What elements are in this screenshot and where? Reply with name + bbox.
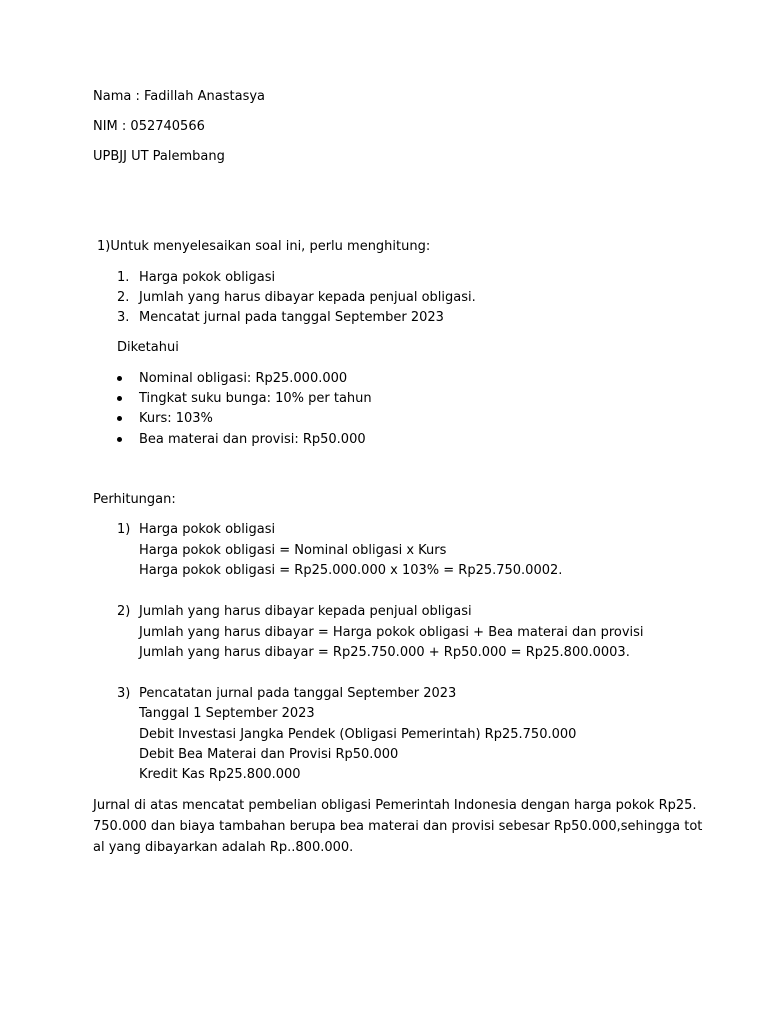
calc-line: Debit Investasi Jangka Pendek (Obligasi Pemerintah) Rp25.750.000 [139, 727, 577, 742]
task-item: Jumlah yang harus dibayar kepada penjual obligasi. [139, 290, 476, 305]
calc-number: 1) [117, 522, 131, 537]
task-item: Harga pokok obligasi [139, 270, 276, 285]
bullet-icon [117, 376, 122, 381]
task-number: 3. [117, 310, 130, 325]
upbjj-location: UPBJJ UT Palembang [93, 149, 225, 164]
calculation-heading: Perhitungan: [93, 492, 176, 507]
task-number: 2. [117, 290, 130, 305]
calc-number: 2) [117, 604, 131, 619]
calc-line: Harga pokok obligasi [139, 522, 276, 537]
calc-line: Harga pokok obligasi = Nominal obligasi x Kurs [139, 543, 447, 558]
bullet-icon [117, 416, 122, 421]
known-item: Bea materai dan provisi: Rp50.000 [139, 432, 366, 447]
closing-line: al yang dibayarkan adalah Rp..800.000. [93, 840, 354, 855]
bullet-icon [117, 396, 122, 401]
calc-line: Harga pokok obligasi = Rp25.000.000 x 103% = Rp25.750.0002. [139, 563, 563, 578]
calc-line: Jumlah yang harus dibayar = Harga pokok obligasi + Bea materai dan provisi [139, 625, 644, 640]
bullet-icon [117, 437, 122, 442]
calc-line: Kredit Kas Rp25.800.000 [139, 767, 301, 782]
known-heading: Diketahui [117, 340, 179, 355]
calc-number: 3) [117, 686, 131, 701]
calc-line: Tanggal 1 September 2023 [139, 706, 315, 721]
student-name: Nama : Fadillah Anastasya [93, 89, 266, 104]
intro-text: 1)Untuk menyelesaikan soal ini, perlu menghitung: [97, 239, 431, 254]
known-item: Nominal obligasi: Rp25.000.000 [139, 371, 348, 386]
student-nim: NIM : 052740566 [93, 119, 205, 134]
closing-line: Jurnal di atas mencatat pembelian obligasi Pemerintah Indonesia dengan harga pokok Rp25. [93, 798, 697, 813]
known-item: Tingkat suku bunga: 10% per tahun [139, 391, 372, 406]
task-item: Mencatat jurnal pada tanggal September 2023 [139, 310, 444, 325]
calc-line: Pencatatan jurnal pada tanggal September 2023 [139, 686, 457, 701]
task-number: 1. [117, 270, 130, 285]
calc-line: Debit Bea Materai dan Provisi Rp50.000 [139, 747, 399, 762]
calc-line: Jumlah yang harus dibayar = Rp25.750.000 + Rp50.000 = Rp25.800.0003. [139, 645, 630, 660]
known-item: Kurs: 103% [139, 411, 213, 426]
closing-line: 750.000 dan biaya tambahan berupa bea materai dan provisi sebesar Rp50.000,sehingga tot [93, 819, 703, 834]
calc-line: Jumlah yang harus dibayar kepada penjual obligasi [139, 604, 472, 619]
